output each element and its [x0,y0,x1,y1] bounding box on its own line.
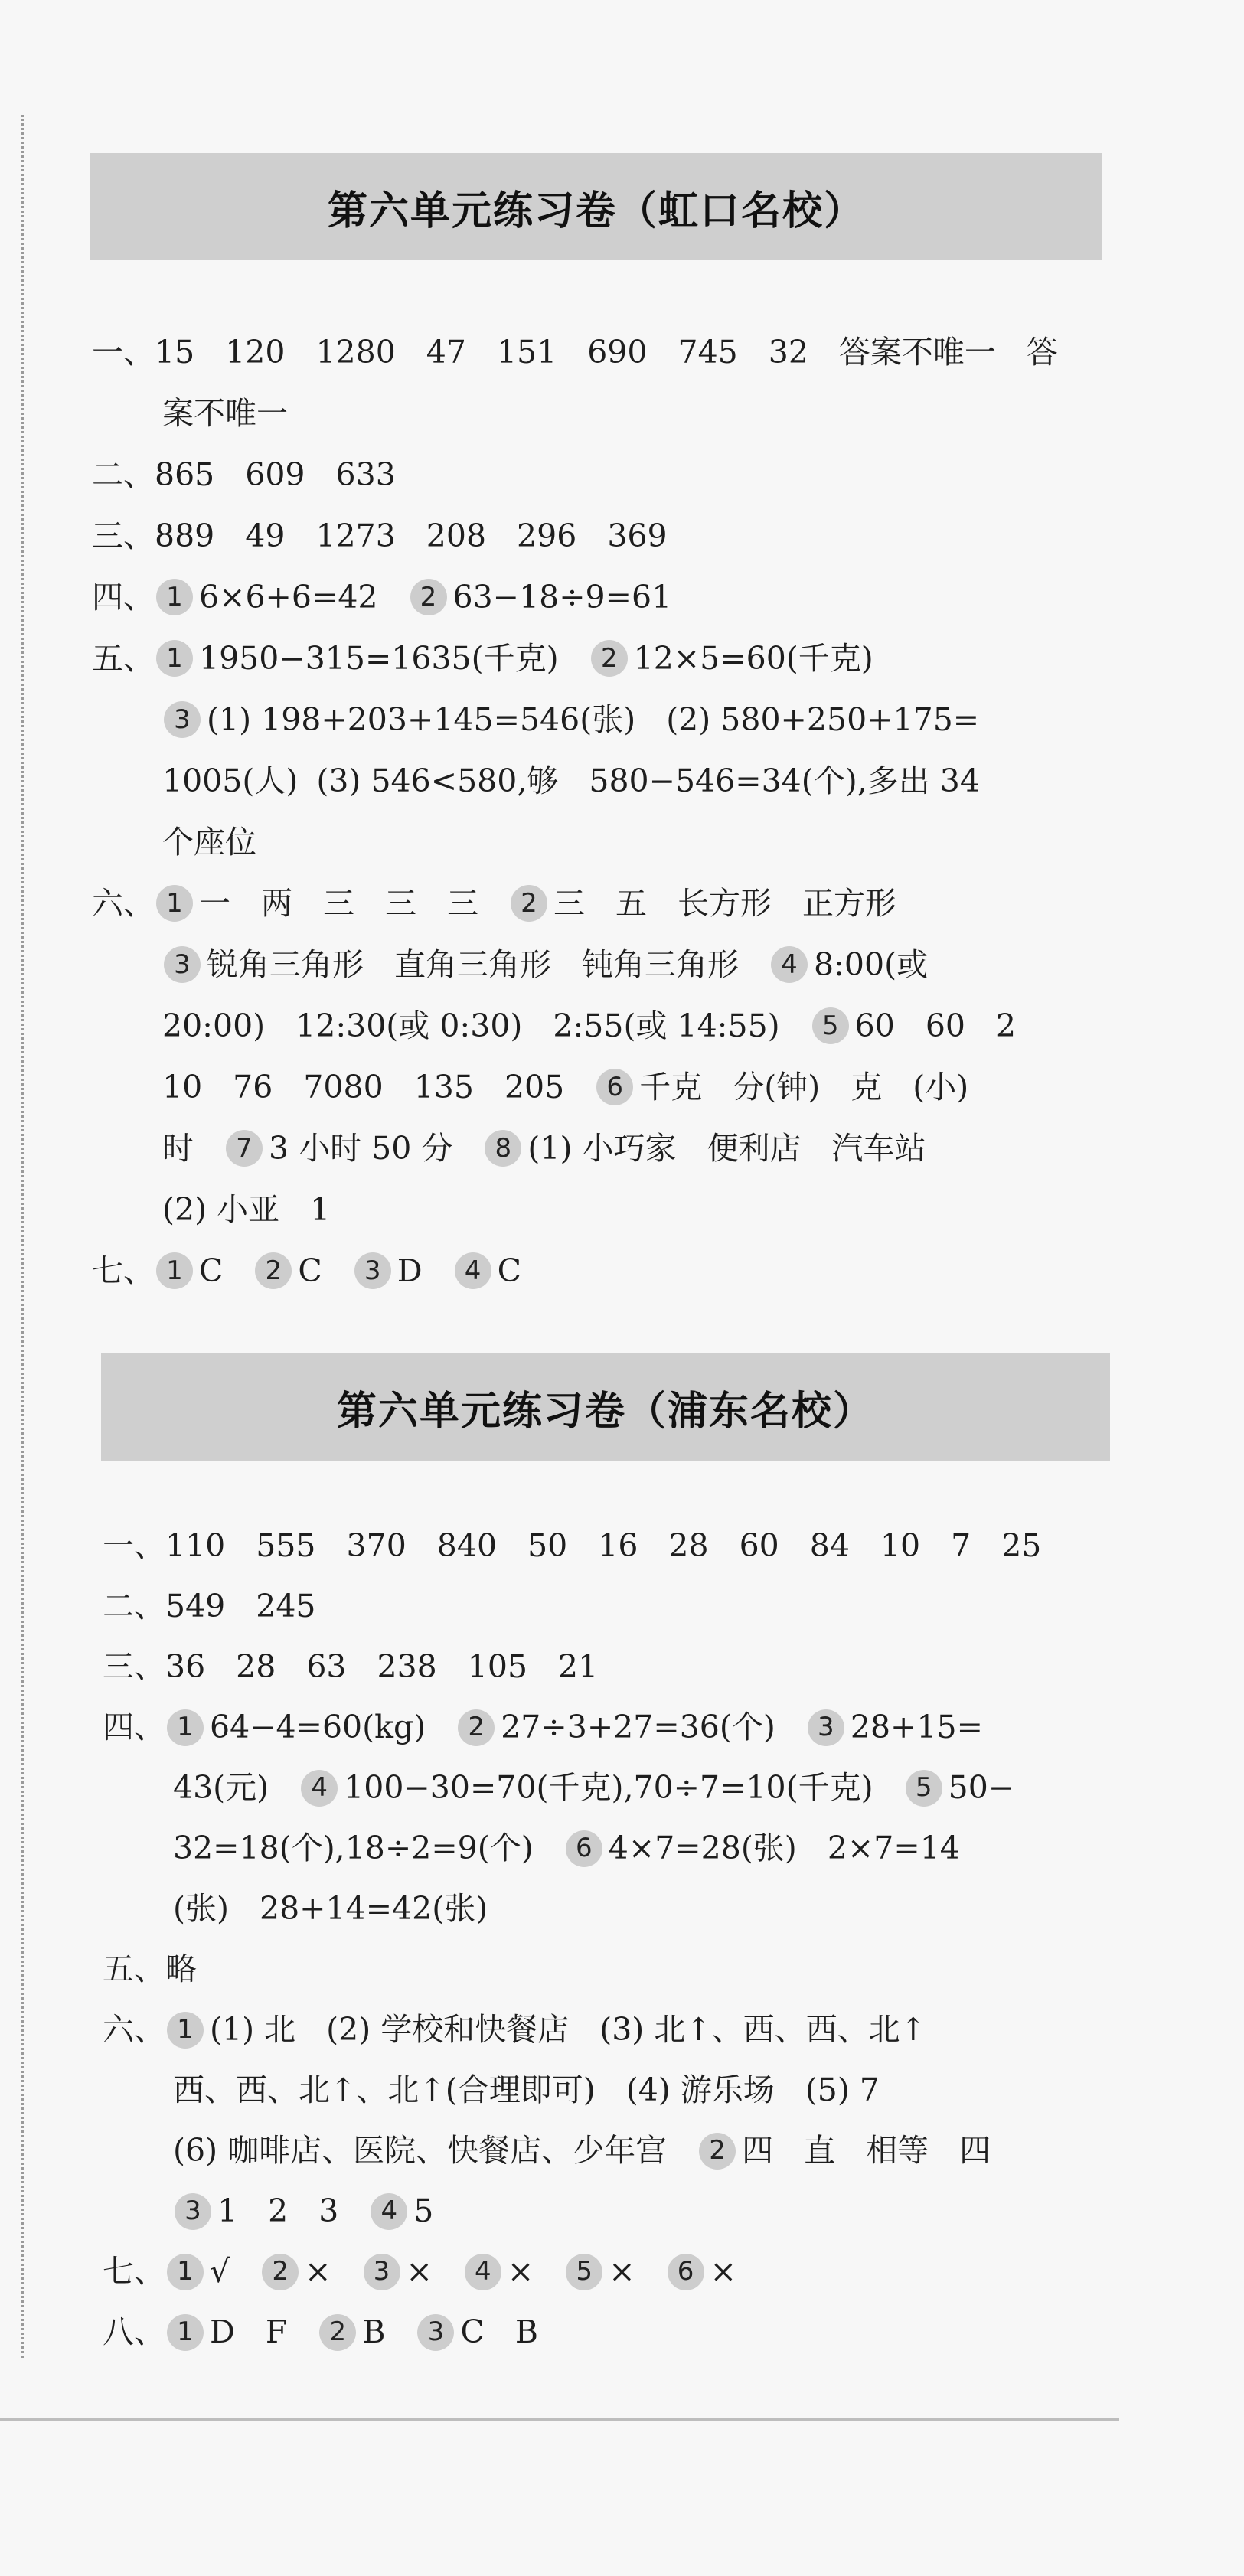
answer-text: 10 [162,1069,203,1105]
answer-text: 32=18(个),18÷2=9(个) [173,1830,534,1866]
answer-text: 四 [742,2132,774,2169]
answer-text: C [460,2313,485,2350]
answer-text: 两 [261,885,292,922]
answer-text: 20:00) [162,1007,266,1044]
answer-item [92,444,1110,505]
answer-text: × [710,2253,736,2290]
answer-text: 案不唯一 [162,395,288,432]
answer-text: 609 [245,456,305,493]
circled-number: 3 [364,2254,400,2290]
answer-text: 个座位 [162,824,256,860]
answer-text: × [305,2253,331,2290]
answer-text: 238 [377,1648,437,1685]
answer-text: 四 [959,2132,991,2169]
answer-text: × [507,2253,534,2290]
section-title-banner [90,153,1102,260]
answer-text: 三 [553,885,585,922]
answer-text: √ [210,2253,230,2290]
answer-text: C [298,1252,322,1289]
answer-item [103,2000,1113,2241]
answer-text: 三 [323,885,354,922]
answer-text: 633 [335,456,396,493]
answer-text: 60 [739,1527,779,1564]
circled-number: 3 [354,1252,391,1289]
answer-text: D [210,2313,235,2350]
answer-text: 2 [268,2192,289,2229]
answer-text: (4) 游乐场 [625,2072,775,2108]
answer-item [92,873,1110,1240]
answer-text: 76 [233,1069,273,1105]
answer-text: (1) 小巧家 [527,1130,677,1167]
answer-text: 245 [256,1588,316,1624]
answer-text: 略 [165,1951,197,1987]
item-number: 六、 [92,885,155,922]
answer-text: 120 [225,334,286,371]
circled-number: 4 [371,2193,407,2230]
circled-number: 3 [164,946,201,983]
answer-text: 2×7=14 [827,1830,960,1866]
answer-item [92,566,1110,628]
answer-text: 49 [245,517,286,554]
answer-text: (1) 北 [210,2011,296,2048]
answer-text: 12:30(或 0:30) [295,1007,523,1044]
circled-number: 1 [167,2314,204,2351]
answer-text: 克 [851,1069,883,1105]
answer-text: 10 [880,1527,921,1564]
item-number: 四、 [92,579,155,615]
circled-number: 2 [591,640,628,677]
circled-number: 2 [699,2133,736,2170]
circled-number: 6 [668,2254,704,2290]
answer-text: B [362,2313,386,2350]
circled-number: 2 [262,2254,299,2290]
answer-text: 60 [854,1007,895,1044]
answer-text: 相等 [866,2132,929,2169]
circled-number: 3 [175,2193,211,2230]
circled-number: 7 [226,1130,263,1167]
item-number: 三、 [92,517,155,554]
answer-text: 3 小时 50 分 [269,1130,453,1167]
circled-number: 2 [255,1252,292,1289]
answer-text: 千克 [639,1069,703,1105]
circled-number: 5 [566,2254,602,2290]
answer-text: C [497,1252,521,1289]
circled-number: 3 [417,2314,454,2351]
item-number: 一、 [103,1527,165,1564]
circled-number: 3 [808,1709,844,1746]
answer-text: 7 [951,1527,971,1564]
answer-text: 63−18÷9=61 [452,579,672,615]
answer-text: (3) 546<580,够 [316,762,559,799]
answer-text: 长方形 [678,885,772,922]
circled-number: 2 [458,1709,495,1746]
circled-number: 5 [906,1770,942,1807]
circled-number: 4 [465,2254,501,2290]
answer-text: 28 [668,1527,709,1564]
answer-text: 580−546=34(个),多出 34 [589,762,980,799]
circled-number: 4 [771,946,808,983]
answer-text: 889 [155,517,215,554]
answer-item [92,1240,1110,1301]
answer-text: 100−30=70(千克),70÷7=10(千克) [344,1769,873,1806]
answer-text: 时 [162,1130,194,1167]
section-title: 第六单元练习卷（浦东名校） [336,1388,874,1435]
answer-text: B [514,2313,538,2350]
circled-number: 2 [410,579,447,615]
item-number: 六、 [103,2011,165,2048]
answer-text: 28+15= [850,1709,983,1745]
answer-text: 43(元) [173,1769,269,1806]
answer-item [103,1637,1113,1697]
answer-text: C [199,1252,224,1289]
answer-text: 369 [607,517,668,554]
answer-text: 6×6+6=42 [199,579,378,615]
answer-item [92,628,1110,873]
answer-text: D [397,1252,423,1289]
answer-text: 27÷3+27=36(个) [501,1709,775,1745]
circled-number: 1 [156,640,193,677]
circled-number: 2 [511,885,547,922]
answer-text: (2) 580+250+175= [666,701,980,738]
answer-text: (小) [913,1069,969,1105]
item-number: 一、 [92,334,155,371]
answer-text: 840 [436,1527,498,1564]
item-number: 八、 [103,2313,165,2350]
answer-text: (2) 学校和快餐店 [326,2011,570,2048]
answer-text: 8:00(或 [814,946,929,983]
circled-number: 1 [156,885,193,922]
answer-text: 105 [467,1648,528,1685]
answer-item [103,1939,1113,2000]
answer-text: 21 [558,1648,599,1685]
answer-text: 50 [527,1527,568,1564]
answer-item [103,1576,1113,1637]
circled-number: 6 [596,1069,633,1105]
answer-text: 205 [504,1069,565,1105]
answer-text: 直 [804,2132,836,2169]
bottom-divider [0,2418,1119,2421]
answer-text: 1280 [315,334,396,371]
answer-item [103,2241,1113,2302]
circled-number: 1 [167,2012,204,2049]
answer-text: 555 [256,1527,316,1564]
answer-item [103,1697,1113,1939]
answer-text: 五 [615,885,647,922]
answer-item [103,2302,1113,2362]
answer-text: 3 [318,2192,339,2229]
answer-text: (5) 7 [805,2072,880,2108]
answer-section-hongkou [92,322,1110,1301]
answer-text: 2:55(或 14:55) [553,1007,780,1044]
item-number: 五、 [103,1951,165,1987]
circled-number: 3 [164,701,201,738]
section-title-banner [101,1353,1110,1461]
answer-text: 50− [948,1769,1015,1806]
answer-text: 549 [165,1588,226,1624]
answer-text: 1950−315=1635(千克) [199,640,559,677]
answer-text: 370 [346,1527,407,1564]
answer-text: 208 [426,517,487,554]
answer-item [103,1516,1113,1576]
margin-dotted-line [21,115,24,2358]
answer-text: 296 [517,517,577,554]
circled-number: 8 [485,1130,521,1167]
answer-text: 三 [447,885,478,922]
answer-text: 钝角三角形 [582,946,739,983]
answer-text: 1 [217,2192,238,2229]
answer-text: 16 [598,1527,638,1564]
answer-text: 60 [925,1007,965,1044]
answer-text: (3) 北↑、西、西、北↑ [599,2011,927,2048]
circled-number: 1 [167,2254,204,2290]
answer-text: 15 [155,334,195,371]
answer-text: 865 [155,456,215,493]
circled-number: 2 [319,2314,356,2351]
answer-text: 47 [426,334,466,371]
answer-text: 答 [1026,334,1058,371]
circled-number: 1 [156,1252,193,1289]
answer-text: (2) 小亚 [162,1191,280,1228]
answer-text: 正方形 [802,885,896,922]
answer-text: 110 [165,1527,226,1564]
answer-text: 12×5=60(千克) [633,640,873,677]
circled-number: 6 [566,1830,602,1867]
answer-text: 答案不唯一 [838,334,996,371]
circled-number: 4 [301,1770,338,1807]
circled-number: 4 [455,1252,491,1289]
answer-text: 84 [809,1527,850,1564]
answer-item [92,505,1110,566]
item-number: 七、 [103,2253,165,2290]
answer-text: (张) [173,1890,229,1927]
answer-text: 32 [768,334,808,371]
answer-text: 28+14=42(张) [260,1890,488,1927]
answer-text: 5 [413,2192,434,2229]
answer-text: × [609,2253,635,2290]
item-number: 七、 [92,1252,155,1289]
answer-section-pudong [103,1516,1113,2362]
answer-text: 2 [996,1007,1017,1044]
answer-text: 64−4=60(kg) [210,1709,426,1745]
answer-text: × [406,2253,433,2290]
answer-text: (1) 198+203+145=546(张) [207,701,636,738]
circled-number: 1 [167,1709,204,1746]
section-title: 第六单元练习卷（虹口名校） [327,188,865,234]
answer-text: 4×7=28(张) [608,1830,797,1866]
answer-text: 1273 [315,517,396,554]
answer-text: 28 [236,1648,276,1685]
answer-text: 36 [165,1648,206,1685]
answer-text: 1 [310,1191,331,1228]
answer-text: 一 [199,885,230,922]
answer-text: 1005(人) [162,762,299,799]
answer-text: (6) 咖啡店、医院、快餐店、少年宫 [173,2132,668,2169]
answer-text: 锐角三角形 [207,946,364,983]
item-number: 四、 [103,1709,165,1745]
item-number: 二、 [92,456,155,493]
answer-text: 135 [413,1069,474,1105]
answer-text: 直角三角形 [394,946,551,983]
item-number: 二、 [103,1588,165,1624]
item-number: 五、 [92,640,155,677]
answer-text: 汽车站 [831,1130,926,1167]
answer-text: 151 [496,334,557,371]
answer-item [92,322,1110,444]
answer-text: 7080 [303,1069,384,1105]
answer-text: 745 [678,334,738,371]
answer-text: 690 [587,334,648,371]
answer-text: 西、西、北↑、北↑(合理即可) [173,2072,596,2108]
answer-text: 25 [1001,1527,1042,1564]
answer-text: F [265,2313,288,2350]
answer-text: 便利店 [707,1130,802,1167]
answer-text: 分(钟) [733,1069,821,1105]
answer-text: 63 [306,1648,347,1685]
circled-number: 1 [156,579,193,615]
circled-number: 5 [812,1007,849,1044]
item-number: 三、 [103,1648,165,1685]
answer-text: 三 [385,885,416,922]
